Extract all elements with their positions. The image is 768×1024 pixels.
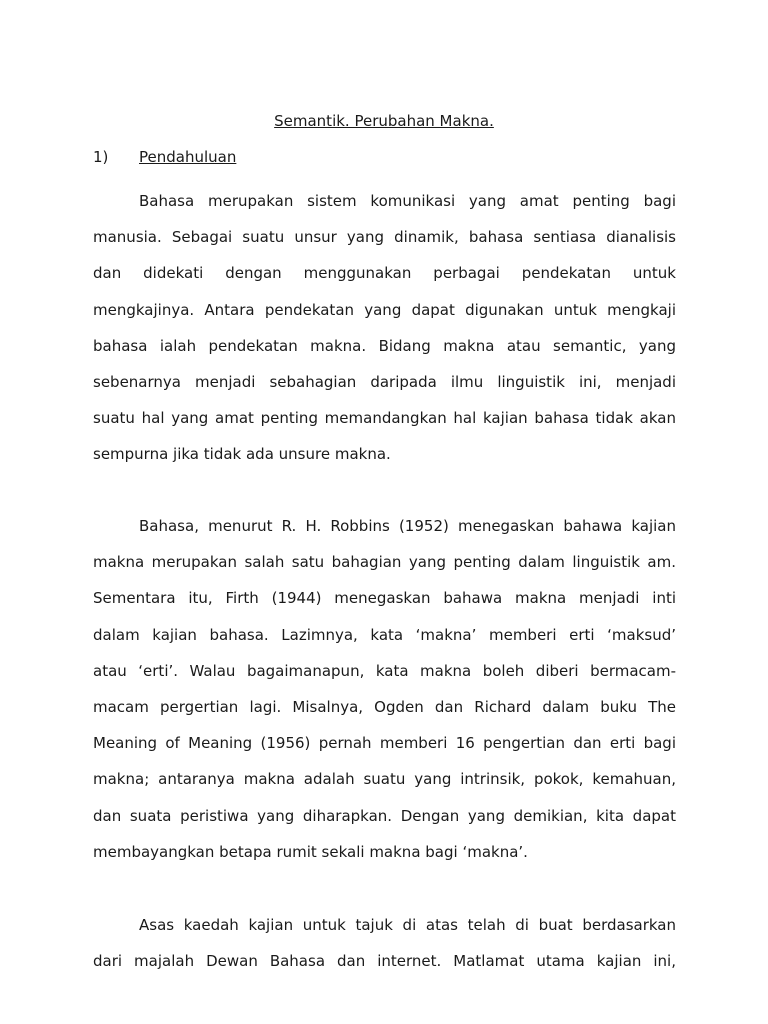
paragraph-2	[93, 508, 676, 870]
paragraph-line: dan didekati dengan menggunakan perbagai pendekatan untuk	[93, 264, 676, 283]
section-number: 1)	[93, 148, 109, 166]
paragraph-line: macam pergertian lagi. Misalnya, Ogden dan Richard dalam buku The	[93, 697, 676, 716]
paragraph-line: dalam kajian bahasa. Lazimnya, kata ‘makna’ memberi erti ‘maksud’	[93, 625, 676, 644]
paragraph-1	[93, 183, 676, 473]
paragraph-line: Bahasa, menurut R. H. Robbins (1952) menegaskan bahawa kajian	[139, 517, 676, 535]
paragraph-line: membayangkan betapa rumit sekali makna bagi ‘makna’.	[93, 842, 528, 861]
paragraph-line: Asas kaedah kajian untuk tajuk di atas telah di buat berdasarkan	[139, 916, 676, 934]
paragraph-line: dari majalah Dewan Bahasa dan internet. Matlamat utama kajian ini,	[93, 952, 676, 971]
paragraph-line: Bahasa merupakan sistem komunikasi yang amat penting bagi	[139, 192, 676, 210]
paragraph-line: bahasa ialah pendekatan makna. Bidang makna atau semantic, yang	[93, 336, 676, 355]
paragraph-line: dan suata peristiwa yang diharapkan. Dengan yang demikian, kita dapat	[93, 806, 676, 825]
paragraph-line: makna; antaranya makna adalah suatu yang intrinsik, pokok, kemahuan,	[93, 770, 676, 789]
section-heading	[93, 146, 236, 168]
paragraph-line: mengkajinya. Antara pendekatan yang dapat digunakan untuk mengkaji	[93, 300, 676, 319]
paragraph-line: Meaning of Meaning (1956) pernah memberi 16 pengertian dan erti bagi	[93, 734, 676, 753]
document-title: Semantik. Perubahan Makna.	[274, 112, 494, 130]
paragraph-3	[93, 907, 676, 979]
paragraph-line: suatu hal yang amat penting memandangkan hal kajian bahasa tidak akan	[93, 409, 676, 428]
paragraph-line: manusia. Sebagai suatu unsur yang dinamik, bahasa sentiasa dianalisis	[93, 228, 676, 247]
paragraph-line: sebenarnya menjadi sebahagian daripada ilmu linguistik ini, menjadi	[93, 372, 676, 391]
paragraph-line: atau ‘erti’. Walau bagaimanapun, kata makna boleh diberi bermacam-	[93, 661, 676, 680]
paragraph-line: sempurna jika tidak ada unsure makna.	[93, 445, 391, 464]
paragraph-line: Sementara itu, Firth (1944) menegaskan bahawa makna menjadi inti	[93, 589, 676, 608]
paragraph-line: makna merupakan salah satu bahagian yang penting dalam linguistik am.	[93, 553, 676, 572]
section-title: Pendahuluan	[139, 148, 237, 166]
